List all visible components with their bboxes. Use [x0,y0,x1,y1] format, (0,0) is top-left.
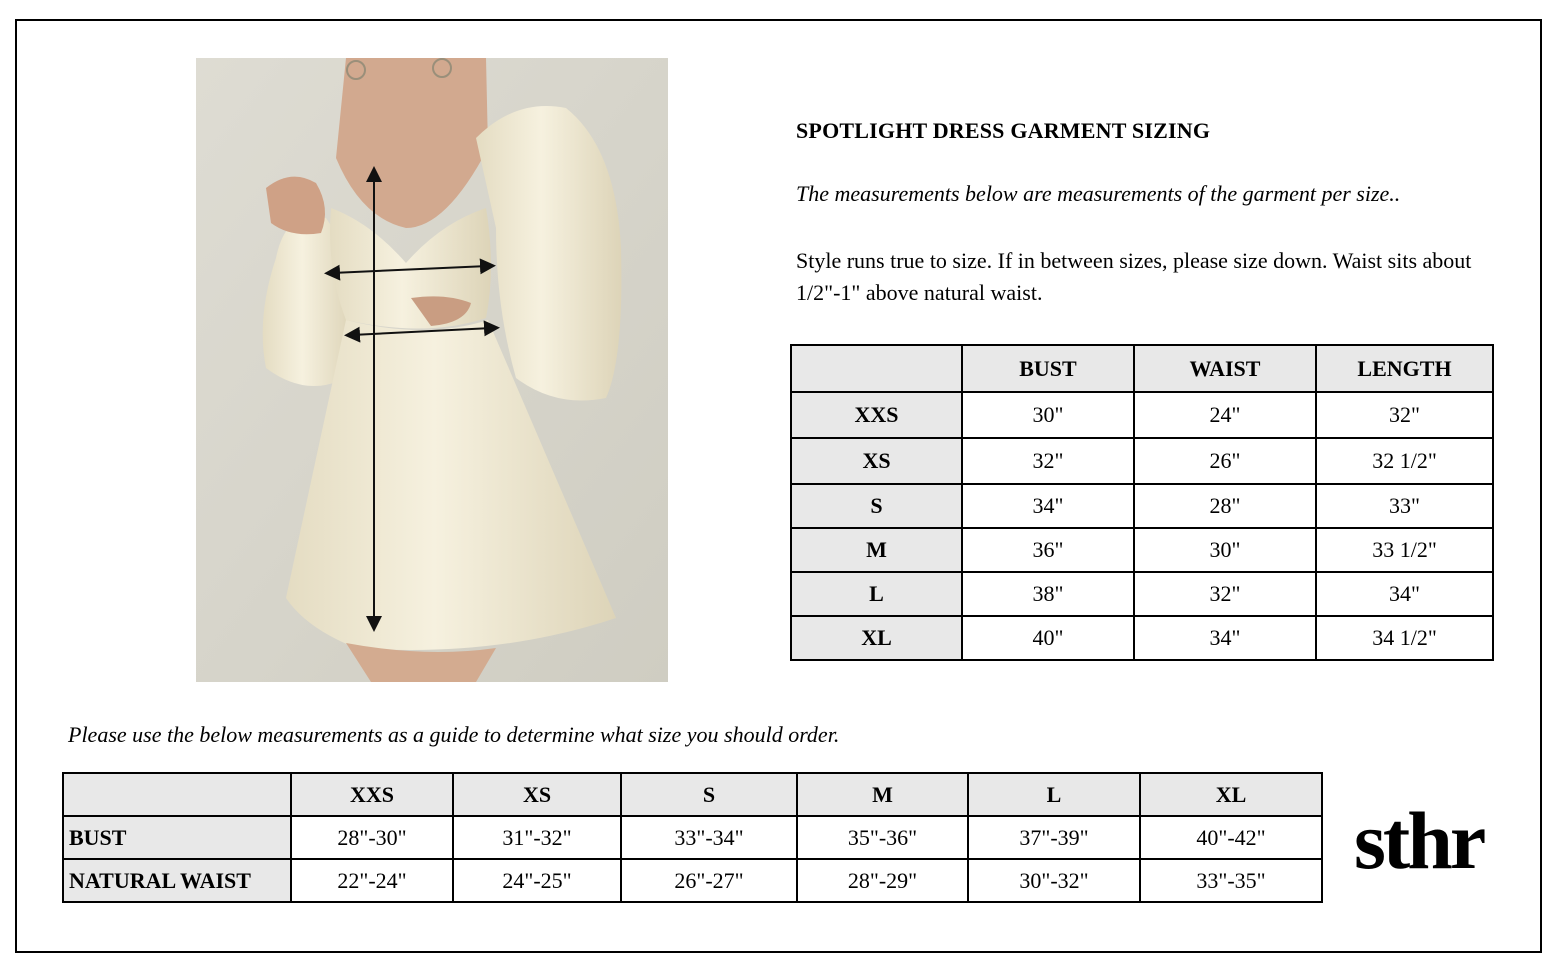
table-row [791,438,1493,484]
brand-logo: sthr [1354,795,1484,886]
waist-value: 30" [1134,528,1316,572]
table-row [63,816,1322,859]
garment-intro-text: The measurements below are measurements of the garment per size.. [796,181,1401,206]
table-row [791,616,1493,660]
header-cell-empty [791,345,962,392]
page-title: SPOTLIGHT DRESS GARMENT SIZING [796,118,1211,143]
measurement-value: 26"-27" [621,859,797,902]
measurement-value: 31"-32" [453,816,621,859]
table-header-row [791,345,1493,392]
measurement-value: 24"-25" [453,859,621,902]
table-header-row [63,773,1322,816]
header-cell-s: S [621,773,797,816]
length-value: 32" [1316,392,1493,438]
bust-value: 36" [962,528,1134,572]
measurement-value: 28"-30" [291,816,453,859]
header-cell-xl: XL [1140,773,1322,816]
length-value: 32 1/2" [1316,438,1493,484]
waist-value: 26" [1134,438,1316,484]
header-cell-xs: XS [453,773,621,816]
body-measurement-table [62,772,1323,903]
table-row [791,392,1493,438]
header-cell-empty [63,773,291,816]
measurement-value: 37"-39" [968,816,1140,859]
length-value: 33" [1316,484,1493,528]
measurement-label: NATURAL WAIST [63,859,291,902]
body-guide-note: Please use the below measurements as a guide to determine what size you should order. [68,722,840,747]
bust-value: 30" [962,392,1134,438]
waist-value: 32" [1134,572,1316,616]
table-row [791,528,1493,572]
measurement-value: 33"-34" [621,816,797,859]
size-label: S [791,484,962,528]
garment-size-table [790,344,1494,661]
size-label: L [791,572,962,616]
waist-value: 24" [1134,392,1316,438]
table-row [791,484,1493,528]
bust-value: 34" [962,484,1134,528]
header-cell-waist: WAIST [1134,345,1316,392]
measurement-value: 28"-29" [797,859,968,902]
header-cell-xxs: XXS [291,773,453,816]
header-cell-m: M [797,773,968,816]
size-label: XXS [791,392,962,438]
measurement-value: 30"-32" [968,859,1140,902]
header-cell-length: LENGTH [1316,345,1493,392]
table-row [63,859,1322,902]
measurement-value: 40"-42" [1140,816,1322,859]
header-cell-bust: BUST [962,345,1134,392]
measurement-label: BUST [63,816,291,859]
dress-photo [196,58,668,682]
size-label: XS [791,438,962,484]
waist-value: 34" [1134,616,1316,660]
length-value: 33 1/2" [1316,528,1493,572]
size-label: M [791,528,962,572]
bust-value: 32" [962,438,1134,484]
waist-value: 28" [1134,484,1316,528]
bust-value: 38" [962,572,1134,616]
measurement-value: 22"-24" [291,859,453,902]
length-value: 34 1/2" [1316,616,1493,660]
header-cell-l: L [968,773,1140,816]
fit-note-text: Style runs true to size. If in between sizes, please size down. Waist sits about 1/2"-1" above natural waist. [796,248,1472,305]
measurement-value: 35"-36" [797,816,968,859]
length-value: 34" [1316,572,1493,616]
table-row [791,572,1493,616]
size-label: XL [791,616,962,660]
measurement-value: 33"-35" [1140,859,1322,902]
bust-value: 40" [962,616,1134,660]
